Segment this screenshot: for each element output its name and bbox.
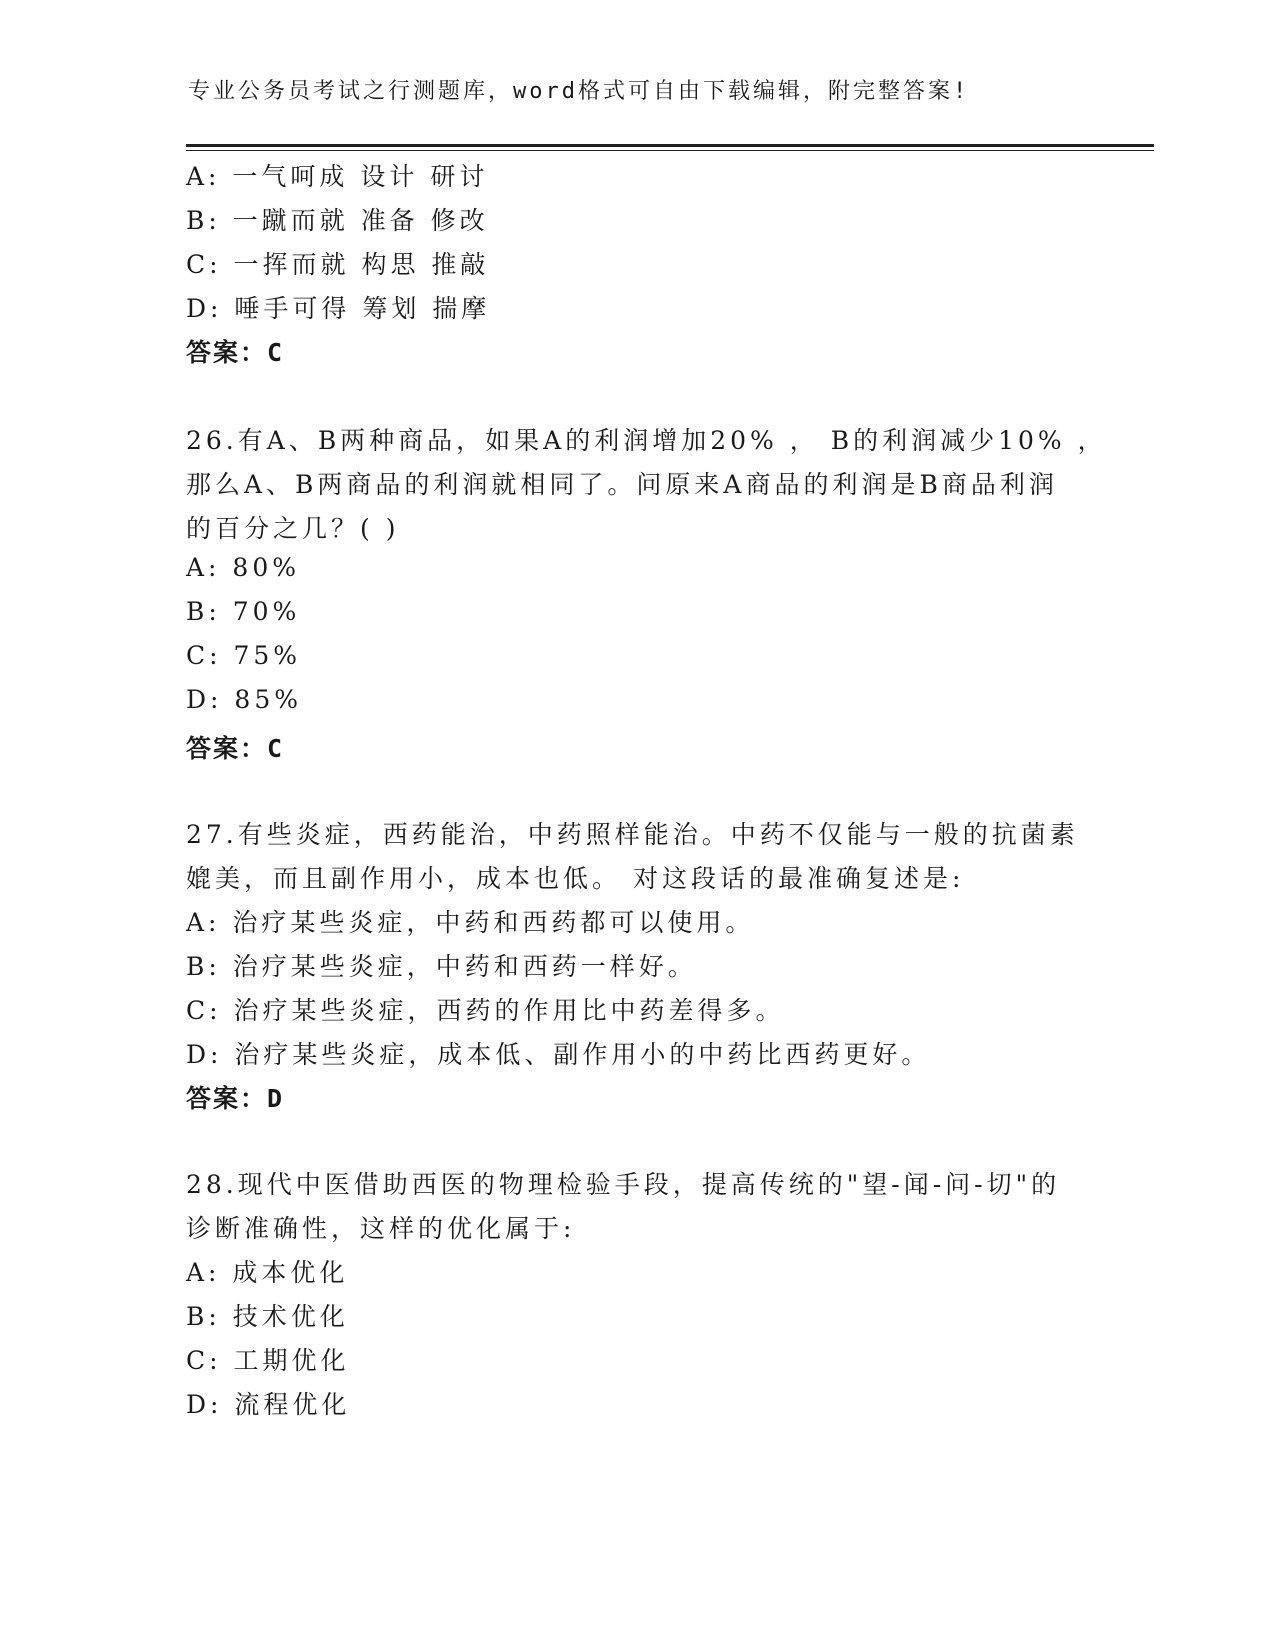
q28-option-a: A: 成本优化 bbox=[186, 1258, 349, 1287]
q26-answer-label: 答案： bbox=[186, 734, 268, 763]
q28-stem-line-2: 诊断准确性，这样的优化属于: bbox=[186, 1214, 576, 1243]
q28-option-b: B: 技术优化 bbox=[186, 1302, 349, 1331]
q28-stem-line-1: 28.现代中医借助西医的物理检验手段，提高传统的"望-闻-问-切"的 bbox=[186, 1170, 1061, 1199]
q26-answer-value: C bbox=[267, 734, 285, 763]
q26-stem-line-3: 的百分之几？( ) bbox=[186, 514, 400, 543]
q27-option-b: B: 治疗某些炎症，中药和西药一样好。 bbox=[186, 952, 697, 981]
q26-option-d: D: 85% bbox=[186, 685, 302, 714]
q26-stem-line-1: 26.有A、B两种商品，如果A的利润增加20% ， B的利润减少10% ， bbox=[186, 426, 1107, 455]
q26-stem-line-2: 那么A、B两商品的利润就相同了。问原来A商品的利润是B商品利润 bbox=[186, 470, 1058, 499]
q27-answer-label: 答案： bbox=[186, 1084, 268, 1113]
q27-option-d: D: 治疗某些炎症，成本低、副作用小的中药比西药更好。 bbox=[186, 1040, 931, 1069]
q26-answer bbox=[186, 729, 284, 765]
q27-answer bbox=[186, 1079, 284, 1115]
q27-stem-line-1: 27.有些炎症，西药能治，中药照样能治。中药不仅能与一般的抗菌素 bbox=[186, 820, 1079, 849]
q25-option-a: A: 一气呵成 设计 研讨 bbox=[186, 162, 489, 191]
q25-answer-label: 答案： bbox=[186, 338, 268, 367]
q27-stem-line-2: 媲美，而且副作用小，成本也低。 对这段话的最准确复述是: bbox=[186, 864, 965, 893]
q25-option-d: D: 唾手可得 筹划 揣摩 bbox=[186, 294, 491, 323]
q27-answer-value: D bbox=[267, 1084, 285, 1113]
q28-option-d: D: 流程优化 bbox=[186, 1390, 351, 1419]
q27-option-a: A: 治疗某些炎症，中药和西药都可以使用。 bbox=[186, 908, 755, 937]
q27-option-c: C: 治疗某些炎症，西药的作用比中药差得多。 bbox=[186, 996, 785, 1025]
q25-answer-value: C bbox=[267, 338, 285, 367]
header-rule-thin bbox=[186, 150, 1154, 151]
header-rule-thick bbox=[186, 144, 1154, 147]
q25-answer bbox=[186, 333, 284, 369]
page-header: 专业公务员考试之行测题库，word格式可自由下载编辑，附完整答案! bbox=[188, 79, 970, 104]
q25-option-b: B: 一蹴而就 准备 修改 bbox=[186, 206, 489, 235]
q26-option-c: C: 75% bbox=[186, 641, 302, 670]
q26-option-a: A: 80% bbox=[186, 553, 300, 582]
q26-option-b: B: 70% bbox=[186, 597, 301, 626]
q28-option-c: C: 工期优化 bbox=[186, 1346, 350, 1375]
q25-option-c: C: 一挥而就 构思 推敲 bbox=[186, 250, 490, 279]
